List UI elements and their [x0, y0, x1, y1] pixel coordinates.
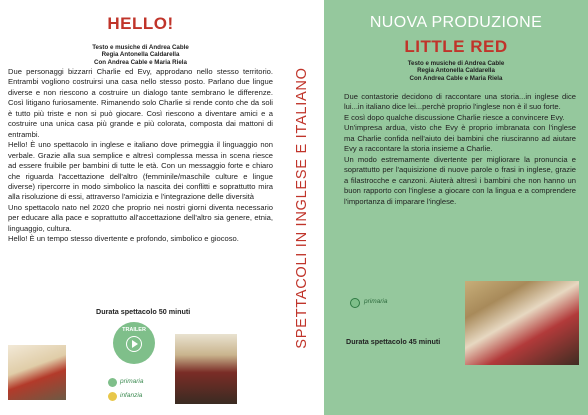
hello-credit-line: Regia Antonella Caldarella — [101, 51, 180, 59]
right-panel-little-red — [324, 0, 588, 415]
hello-paragraph: Hello! È un tempo stesso divertente e profondo, simbolico e giocoso. — [8, 234, 239, 244]
little-red-credit-line: Con Andrea Cable e Maria Riela — [409, 74, 503, 82]
new-production-header: NUOVA PRODUZIONE — [369, 14, 543, 31]
hello-credit-line: Testo e musiche di Andrea Cable — [92, 44, 189, 51]
hello-paragraph: Uno spettacolo nato nel 2020 che proprio nei nostri giorni diventa necessario per educare alla pace e soprattutto all'accettazione dell'altro sia genere, etnia, linguaggio, cultura. — [8, 202, 273, 233]
little-red-title: LITTLE RED — [404, 37, 508, 56]
school-level-logo — [350, 296, 400, 310]
circle-logo-icon — [108, 378, 117, 387]
hello-paragraph: Due personaggi bizzarri Charlie ed Evy, approdano nello stesso territorio. Entrambi vogliono costruirsi una casa nello stesso posto. Parlano due lingue diverse e non riescono a costruire un dialogo tante sembrano le differenze. Così litigano furiosamente. Rimanendo solo Charlie si rende conto che da soli è tutto più triste e non si può giocare. Così riescono a diventare amici e a costruire una unica casa più grande e più colorata, composta dai mattoni di entrambi. — [8, 67, 273, 139]
little-red-paragraph: Due contastorie decidono di raccontare una storia...in inglese dice lui...in italiano dice lei...perchè proprio l'inglese non è il suo forte. — [344, 92, 576, 112]
little-red-description — [344, 92, 576, 207]
play-icon — [126, 336, 142, 352]
hello-paragraph: Hello! È uno spettacolo in inglese e italiano dove primeggia il linguaggio non verbale. Grazie alla sua semplice e altresì complessa messa in scena riesce ad essere fruibile per bambini di tutte le età. Con un messaggio forte e chiaro che riguarda l'accettazione dell'altro (femminile/maschile culture e lingue diverse) ripercorre in modo simbolico la nascita dei conflitti e soprattutto mira alla risoluzione di essi, attraverso l'amicizia e l'integrazione delle diversità — [8, 140, 273, 202]
hello-duration: Durata spettacolo 50 minuti — [96, 307, 191, 316]
hello-description — [8, 67, 273, 245]
little-red-duration: Durata spettacolo 45 minuti — [346, 337, 441, 346]
hello-credit-line: Con Andrea Cable e Maria Riela — [94, 58, 187, 66]
logo-word-primaria: primaria — [120, 378, 144, 385]
little-red-credit-line: Testo e musiche di Andrea Cable — [407, 60, 505, 67]
circle-logo-icon — [108, 392, 117, 401]
circle-logo-icon — [350, 298, 360, 308]
spine-text: SPETTACOLI IN INGLESE E ITALIANO — [294, 67, 310, 349]
stage-photo-hello-1 — [8, 345, 66, 400]
little-red-credits — [324, 60, 588, 82]
little-red-paragraph: Un modo estremamente divertente per migliorare la pronuncia e soprattutto per l'aquisizione di nuove parole o frasi in inglese, grazie a filastrocche e canzoni. Aiuterà altresì i bambini che non hanno un buon rapporto con l'inglese a giocare con la lingua e a comprendere l'importanza di imparare l'inglese. — [344, 154, 576, 206]
logo-word-infanzia: infanzia — [120, 392, 143, 399]
logo-word-primaria: primaria — [364, 298, 388, 305]
spine — [281, 0, 324, 415]
stage-photo-little-red — [465, 281, 579, 365]
stage-photo-hello-2 — [175, 334, 237, 404]
trailer-label: TRAILER — [122, 327, 146, 333]
little-red-paragraph: E così dopo qualche discussione Charlie riesce a convincere Evy. — [344, 112, 565, 122]
hello-credits — [0, 44, 281, 66]
little-red-credit-line: Regia Antonella Caldarella — [417, 67, 495, 75]
left-panel-hello — [0, 0, 281, 415]
school-level-logo — [104, 372, 164, 408]
hello-title: HELLO! — [107, 14, 174, 33]
little-red-paragraph: Un'impresa ardua, visto che Evy è proprio imbranata con l'inglese ma Charlie confida nell'aiuto dei bambini che riusciranno ad aiutare Evy a raccontare la storia insieme a Charlie. — [344, 123, 576, 154]
trailer-button[interactable] — [113, 322, 155, 364]
